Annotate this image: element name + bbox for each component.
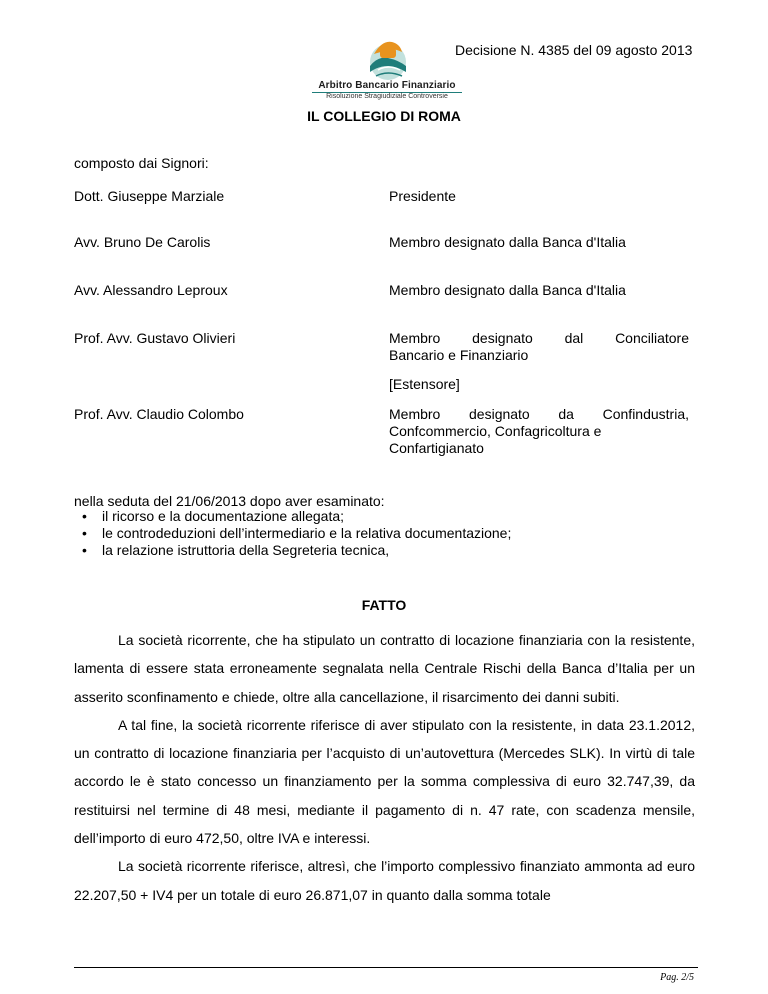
paragraph: La società ricorrente, che ha stipulato un contratto di locazione finanziaria con la resistente, lamenta di essere stata erroneamente segnalata nella Centrale Rischi della Banca d’Italia per un asserito sconfinamento e chiede, oltre alla cancellazione, il risarcimento dei danni subiti. xyxy=(74,632,695,705)
paragraph: A tal fine, la società ricorrente riferisce di aver stipulato con la resistente, in data 23.1.2012, un contratto di locazione finanziaria per l’acquisto di un’autovettura (Mercedes SLK). In virtù di tale accordo le è stato concesso un finanziamento per la somma complessiva di euro 32.747,39, da restituirsi nel termine di 48 mesi, mediante il pagamento di n. 47 rate, con scadenza mensile, dell’importo di euro 472,50, oltre IVA e interessi. xyxy=(74,716,695,847)
member-role-line: Membro designato da Confindustria, xyxy=(389,406,689,422)
paragraph: La società ricorrente riferisce, altresì, che l’importo complessivo finanziato ammonta ad euro 22.207,50 + IV4 per un totale di euro 26.871,07 in quanto dalla somma totale xyxy=(74,858,695,903)
member-role-line: Membro designato dal Conciliatore xyxy=(389,330,689,346)
member-role: Membro designato dalla Banca d'Italia xyxy=(389,282,626,298)
composition-intro: composto dai Signori: xyxy=(74,155,209,171)
list-item: • il ricorso e la documentazione allegata; xyxy=(82,508,345,524)
fatto-body xyxy=(74,626,695,909)
member-note: [Estensore] xyxy=(389,376,460,392)
bullet-icon: • xyxy=(82,542,87,558)
logo-name: Arbitro Bancario Finanziario xyxy=(318,80,456,91)
member-role: Membro designato dalla Banca d'Italia xyxy=(389,234,626,250)
list-item: • le controdeduzioni dell’intermediario e la relativa documentazione; xyxy=(82,525,512,541)
member-role: Presidente xyxy=(389,188,456,204)
bullet-icon: • xyxy=(82,508,87,524)
logo-subtitle: Risoluzione Stragiudiziale Controversie xyxy=(326,93,448,100)
abf-logo xyxy=(312,36,462,106)
member-name: Prof. Avv. Gustavo Olivieri xyxy=(74,330,236,346)
abf-emblem-icon xyxy=(312,36,462,82)
member-role-line: Confartigianato xyxy=(389,440,484,456)
member-name: Dott. Giuseppe Marziale xyxy=(74,188,225,204)
examined-list xyxy=(74,508,511,559)
member-role-line: Bancario e Finanziario xyxy=(389,347,529,363)
member-name: Prof. Avv. Claudio Colombo xyxy=(74,406,244,422)
footer-divider xyxy=(74,967,698,968)
bullet-icon: • xyxy=(82,525,87,541)
college-title: IL COLLEGIO DI ROMA xyxy=(307,108,461,124)
section-heading-fatto: FATTO xyxy=(361,597,407,613)
member-role-line: Confcommercio, Confagricoltura e xyxy=(389,423,602,439)
member-name: Avv. Alessandro Leproux xyxy=(74,282,228,298)
list-item: • la relazione istruttoria della Segreteria tecnica, xyxy=(82,542,390,558)
member-name: Avv. Bruno De Carolis xyxy=(74,234,211,250)
decision-number: Decisione N. 4385 del 09 agosto 2013 xyxy=(455,42,693,58)
page-number: Pag. 2/5 xyxy=(660,972,694,983)
session-text: nella seduta del 21/06/2013 dopo aver esaminato: xyxy=(74,493,385,509)
